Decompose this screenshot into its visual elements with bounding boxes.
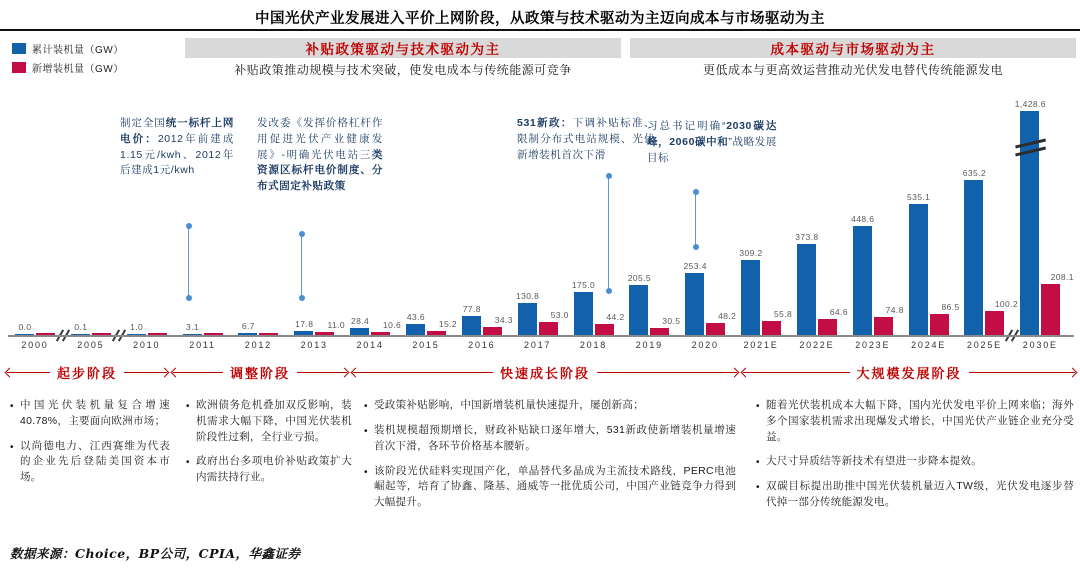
year-label: 2014 bbox=[356, 340, 384, 350]
bullet-marker: • bbox=[756, 457, 760, 469]
bar-new bbox=[595, 324, 614, 335]
x-axis bbox=[8, 335, 1074, 337]
cumulative-value-label: 1.0 bbox=[130, 321, 144, 332]
data-source-note: 数据来源：Choice，BP公司，CPIA，华鑫证券 bbox=[10, 546, 301, 561]
phase-bullets-4 bbox=[756, 398, 1074, 520]
annotation-segment: 发改委《发挥价格杠杆作用促进光伏产业健康发展》-明确光伏电站三 bbox=[257, 117, 383, 161]
annotation-stem bbox=[188, 226, 189, 297]
arrow-left-icon bbox=[5, 367, 15, 377]
annotation-segment: 2012年前建成1.15元/kwh、2012年后建成1元/kwh bbox=[120, 132, 234, 177]
bar-new bbox=[818, 319, 837, 335]
year-label: 2017 bbox=[524, 340, 552, 350]
annotation-stem-dot bbox=[693, 189, 699, 195]
new-swatch bbox=[12, 62, 26, 73]
bullet-item bbox=[364, 398, 736, 414]
bar-cumulative bbox=[964, 180, 983, 335]
phase-arrow-4 bbox=[742, 361, 1076, 383]
year-label: 2022E bbox=[799, 340, 835, 350]
year-label: 2030E bbox=[1022, 340, 1058, 350]
phase-arrow-1 bbox=[6, 361, 168, 383]
cumulative-value-label: 535.1 bbox=[906, 192, 931, 203]
bar-new bbox=[985, 311, 1004, 335]
cumulative-value-label: 0.1 bbox=[74, 321, 88, 332]
bullet-item bbox=[10, 439, 170, 486]
band-subtitle-right: 更低成本与更高效运营推动光伏发电替代传统能源发电 bbox=[702, 62, 1003, 77]
arrow-left-icon bbox=[171, 367, 181, 377]
arrow-right-icon bbox=[1068, 367, 1078, 377]
year-label: 2000 bbox=[21, 340, 49, 350]
phase-line bbox=[743, 372, 850, 373]
annotation-segment: 制定全国 bbox=[120, 117, 166, 129]
bullet-item bbox=[364, 464, 736, 511]
annotation-segment: 统一标杆上网电价： bbox=[120, 117, 234, 145]
legend-item-cumulative bbox=[12, 39, 124, 58]
bar-new bbox=[483, 327, 502, 335]
bullet-text: 中国光伏装机量复合增速40.78%，主要面向欧洲市场； bbox=[20, 399, 170, 427]
cumulative-swatch bbox=[12, 43, 26, 54]
chart-legend bbox=[12, 39, 124, 77]
arrow-right-icon bbox=[730, 367, 740, 377]
year-label: 2015 bbox=[412, 340, 440, 350]
bar-cumulative bbox=[629, 285, 648, 335]
new-value-label: 86.5 bbox=[941, 301, 960, 312]
phase-bullets-1 bbox=[10, 398, 170, 495]
new-value-label: 74.8 bbox=[885, 304, 904, 315]
band-cost-driven bbox=[630, 38, 1076, 58]
cumulative-value-label: 17.8 bbox=[295, 318, 314, 329]
bar-new bbox=[762, 321, 781, 335]
new-value-label: 48.2 bbox=[718, 311, 737, 322]
phase-bullets-2 bbox=[186, 398, 352, 495]
bullet-marker: • bbox=[756, 482, 760, 494]
legend-label: 新增装机量（GW） bbox=[32, 64, 124, 75]
new-value-label: 55.8 bbox=[773, 309, 793, 320]
annotation-stem bbox=[695, 192, 696, 246]
arrow-left-icon bbox=[741, 367, 751, 377]
bar-new bbox=[930, 314, 949, 335]
bar-cumulative bbox=[797, 244, 816, 335]
annotation-stem-dot bbox=[299, 295, 305, 301]
new-value-label: 10.6 bbox=[383, 320, 402, 331]
phase-line bbox=[353, 372, 493, 373]
bar-cumulative bbox=[741, 260, 760, 335]
annotation-text bbox=[517, 116, 655, 163]
bullet-item bbox=[756, 479, 1074, 511]
annotation-segment: 2030碳达峰，2060碳中和 bbox=[647, 120, 777, 148]
new-value-label: 11.0 bbox=[327, 320, 345, 331]
new-value-label: 208.1 bbox=[1050, 272, 1074, 283]
annotation-stem-dot bbox=[299, 231, 305, 237]
bullet-marker: • bbox=[756, 401, 760, 412]
new-value-label: 53.0 bbox=[550, 310, 569, 321]
annotation-segment: 类资源区标杆电价制度、分布式固定补贴政策 bbox=[257, 148, 383, 192]
bar-cumulative bbox=[909, 204, 928, 335]
bullet-text: 装机规模超预期增长，财政补贴缺口逐年增大，531新政使新增装机量增速首次下滑，各环节价格基本腰斩。 bbox=[374, 424, 736, 452]
cumulative-value-label: 6.7 bbox=[241, 321, 255, 332]
annotation-segment: 习总书记明确“ bbox=[647, 120, 727, 132]
annotation-segment: 下调补贴标准、限制分布式电站规模、光伏新增装机首次下滑 bbox=[517, 117, 655, 161]
bullet-item bbox=[756, 454, 1074, 470]
bullet-marker: • bbox=[186, 457, 190, 469]
year-label: 2019 bbox=[635, 340, 663, 350]
band-subtitle-left: 补贴政策推动规模与技术突破，使发电成本与传统能源可竞争 bbox=[234, 62, 572, 77]
cumulative-value-label: 43.6 bbox=[406, 312, 426, 323]
new-value-label: 100.2 bbox=[994, 298, 1019, 309]
cumulative-value-label: 3.1 bbox=[186, 321, 200, 332]
page-title: 中国光伏产业发展进入平价上网阶段，从政策与技术驱动为主迈向成本与市场驱动为主 bbox=[255, 11, 825, 27]
bullet-marker: • bbox=[364, 401, 368, 412]
annotation-stem-dot bbox=[606, 288, 612, 294]
arrow-right-icon bbox=[160, 367, 170, 377]
bullet-text: 大尺寸异质结等新技术有望进一步降本提效。 bbox=[766, 455, 982, 468]
cumulative-value-label: 635.2 bbox=[962, 168, 987, 178]
bar-cumulative bbox=[853, 226, 872, 335]
year-label: 2021E bbox=[743, 340, 779, 350]
annotation-segment: ”战略发展目标 bbox=[647, 135, 777, 164]
phase-line bbox=[969, 372, 1076, 373]
bullet-item bbox=[364, 423, 736, 455]
band-subsidy-driven bbox=[185, 38, 621, 58]
annotation-text bbox=[257, 116, 383, 195]
new-value-label: 15.2 bbox=[438, 319, 458, 330]
bullet-marker: • bbox=[364, 466, 368, 478]
bullet-marker: • bbox=[10, 441, 14, 453]
year-label: 2011 bbox=[189, 340, 216, 350]
phase-arrow-2 bbox=[172, 361, 348, 383]
bullet-marker: • bbox=[186, 401, 190, 412]
cumulative-value-label: 309.2 bbox=[739, 247, 763, 258]
annotation-stem bbox=[608, 176, 609, 290]
year-label: 2025E bbox=[966, 340, 1002, 350]
year-label: 2020 bbox=[691, 340, 719, 350]
band-header: 成本驱动与市场驱动为主 bbox=[770, 42, 936, 57]
cumulative-value-label: 373.8 bbox=[795, 231, 819, 242]
bullet-text: 欧洲债务危机叠加双反影响，装机需求大幅下降，中国光伏装机阶段性过剩，全行业亏损。 bbox=[196, 399, 352, 443]
cumulative-value-label: 0.0 bbox=[18, 321, 32, 332]
title-divider bbox=[0, 29, 1080, 31]
cumulative-value-label: 253.4 bbox=[683, 261, 707, 272]
year-label: 2013 bbox=[300, 340, 328, 350]
year-label: 2005 bbox=[77, 340, 105, 350]
year-label: 2016 bbox=[468, 340, 496, 350]
annotation-stem-dot bbox=[186, 223, 192, 229]
bar-new bbox=[1041, 284, 1060, 335]
new-value-label: 30.5 bbox=[662, 315, 681, 326]
bar-new bbox=[539, 322, 558, 335]
bullet-text: 受政策补贴影响，中国新增装机量快速提升，屡创新高； bbox=[374, 399, 644, 411]
year-label: 2023E bbox=[855, 340, 891, 350]
legend-item-new bbox=[12, 58, 124, 77]
cumulative-value-label: 77.8 bbox=[462, 304, 481, 315]
arrow-left-icon bbox=[351, 367, 361, 377]
cumulative-value-label: 28.4 bbox=[351, 316, 370, 327]
phase-label: 大规模发展阶段 bbox=[856, 365, 962, 381]
cumulative-value-label: 175.0 bbox=[571, 280, 596, 291]
bullet-marker: • bbox=[364, 426, 368, 437]
phase-label: 快速成长阶段 bbox=[500, 365, 591, 381]
bar-new bbox=[706, 323, 725, 335]
bullet-item bbox=[10, 398, 170, 430]
phase-bullets-3 bbox=[364, 398, 736, 520]
bullet-item bbox=[186, 454, 352, 486]
legend-label: 累计装机量（GW） bbox=[32, 45, 124, 56]
annotation-segment: 531新政： bbox=[517, 117, 573, 129]
bullet-text: 以尚德电力、江西赛维为代表的企业先后登陆美国资本市场。 bbox=[20, 439, 170, 483]
bar-new bbox=[874, 317, 893, 335]
annotation-stem-dot bbox=[606, 173, 612, 179]
cumulative-value-label: 205.5 bbox=[627, 272, 651, 283]
bullet-item bbox=[756, 398, 1074, 445]
phase-line bbox=[597, 372, 737, 373]
year-label: 2010 bbox=[133, 340, 161, 350]
cumulative-value-label: 448.6 bbox=[851, 213, 875, 224]
new-value-label: 64.6 bbox=[829, 307, 848, 318]
bullet-item bbox=[186, 398, 352, 445]
phase-label: 调整阶段 bbox=[230, 365, 291, 381]
bullet-text: 随着光伏装机成本大幅下降，国内光伏发电平价上网来临；海外多个国家装机需求出现爆发式增长，中国光伏产业链企业充分受益。 bbox=[766, 399, 1074, 443]
bullet-marker: • bbox=[10, 401, 14, 412]
bullet-text: 政府出台多项电价补贴政策扩大内需扶持行业。 bbox=[196, 455, 352, 483]
bar-new bbox=[650, 328, 669, 335]
year-label: 2018 bbox=[579, 340, 608, 350]
band-header: 补贴政策驱动与技术驱动为主 bbox=[305, 42, 501, 57]
phase-arrow-3 bbox=[352, 361, 738, 383]
annotation-text bbox=[120, 116, 234, 179]
year-label: 2012 bbox=[244, 340, 272, 350]
annotation-text bbox=[647, 119, 777, 166]
year-label: 2024E bbox=[911, 340, 947, 350]
annotation-stem bbox=[301, 234, 302, 297]
bullet-text: 双碳目标提出助推中国光伏装机量迈入TW级，光伏发电逐步替代掉一部分传统能源发电。 bbox=[766, 480, 1074, 508]
bullet-text: 该阶段光伏硅料实现国产化，单晶替代多晶成为主流技术路线，PERC电池崛起等，培育了协鑫、隆基、通威等一批优质公司，中国产业链竞争力得到大幅提升。 bbox=[374, 464, 736, 508]
new-value-label: 34.3 bbox=[494, 314, 513, 325]
annotation-stem-dot bbox=[186, 295, 192, 301]
bar-cumulative bbox=[685, 273, 704, 335]
cumulative-value-label: 130.8 bbox=[516, 291, 540, 302]
arrow-right-icon bbox=[340, 367, 350, 377]
phase-label: 起步阶段 bbox=[57, 365, 118, 381]
annotation-stem-dot bbox=[693, 244, 699, 250]
new-value-label: 44.2 bbox=[606, 312, 625, 323]
cumulative-value-label: 1,428.6 bbox=[1014, 99, 1046, 109]
